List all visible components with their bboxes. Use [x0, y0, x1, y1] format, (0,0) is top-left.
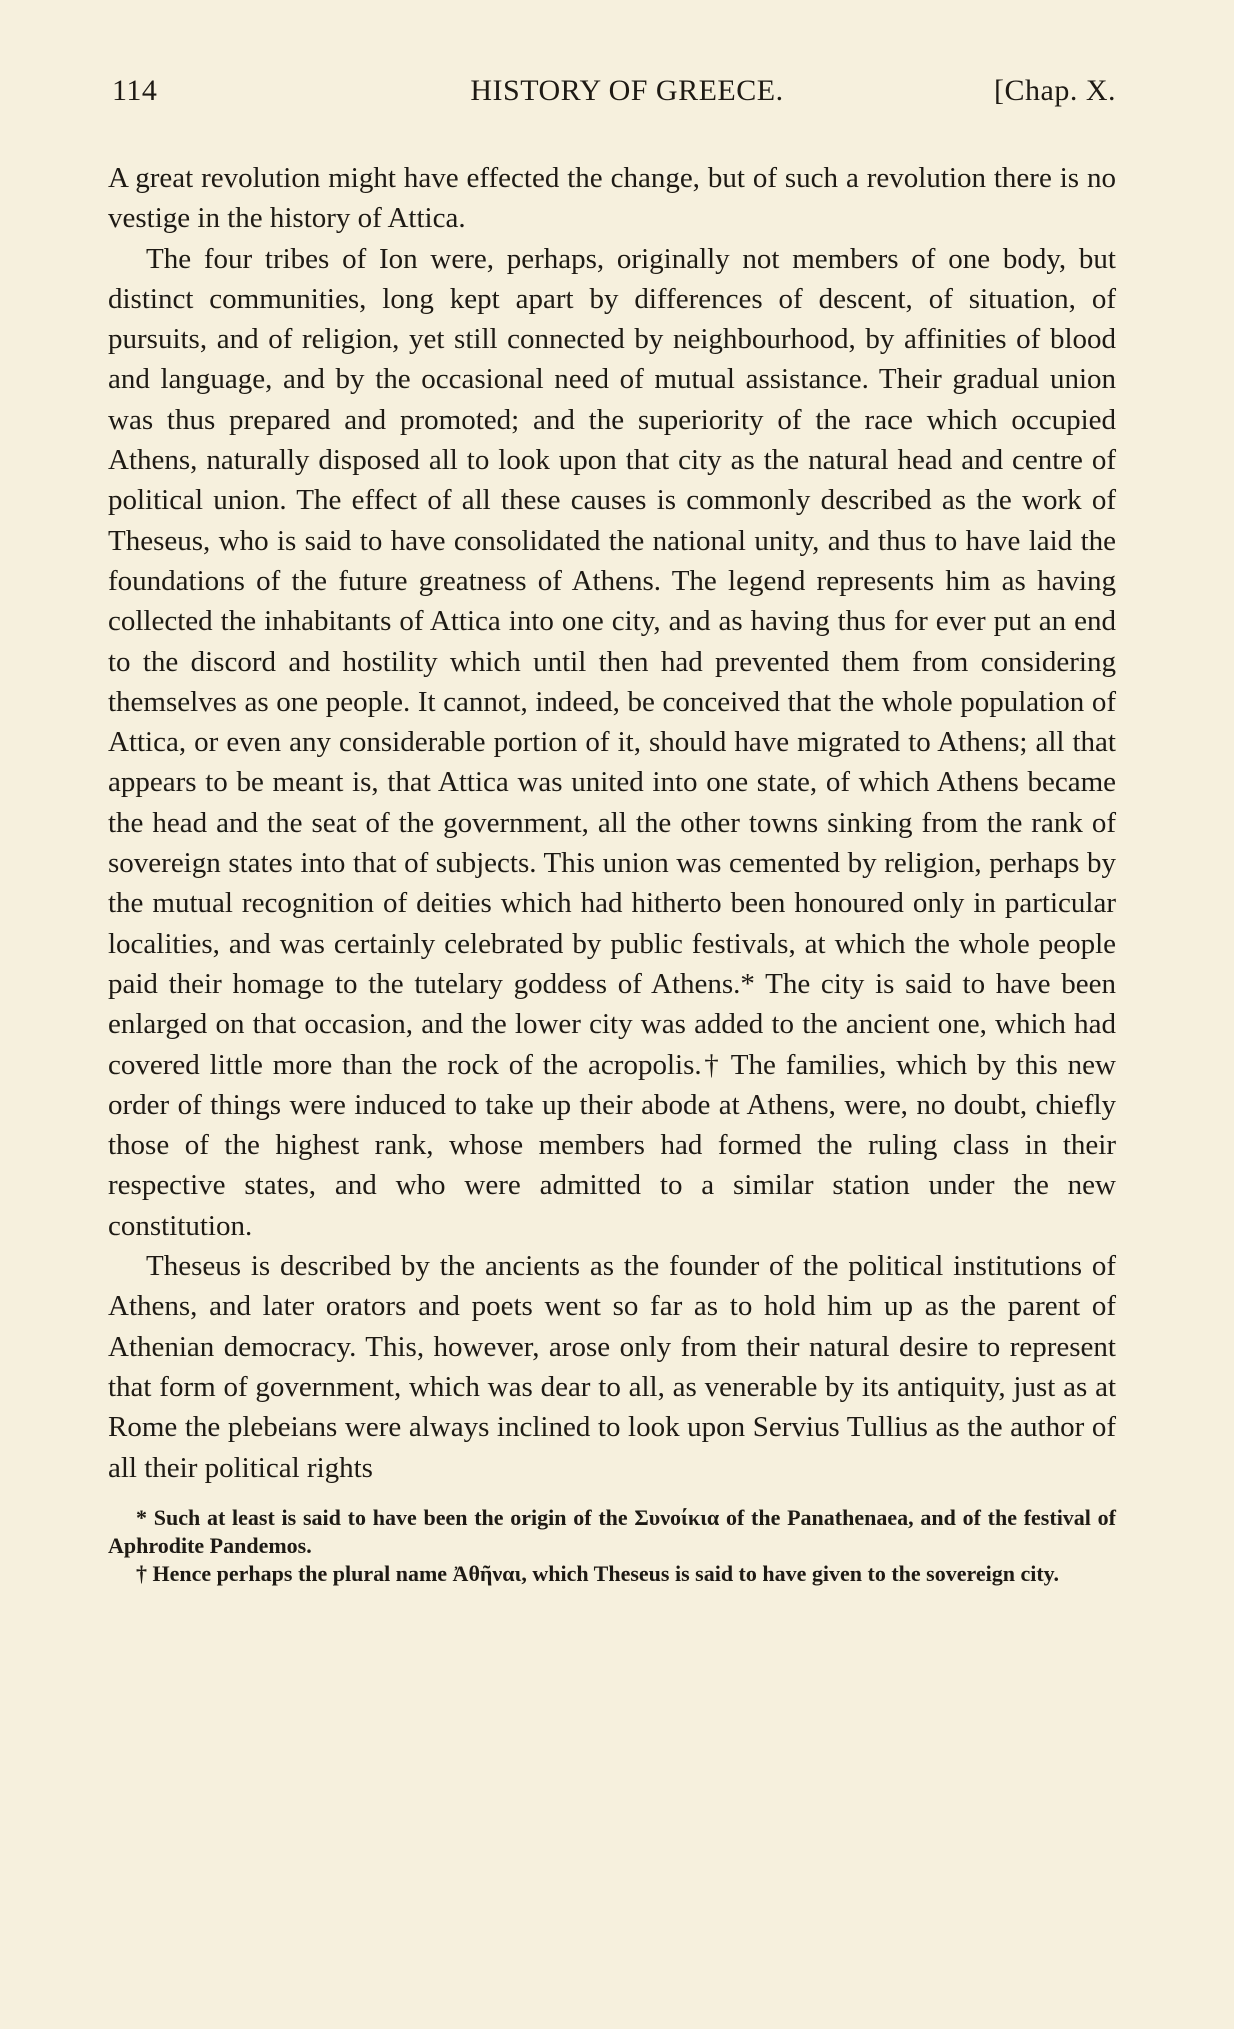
running-head [108, 70, 1116, 114]
paragraph: A great revolution might have effected the change, but of such a revolution there is no vestige in the history of Attica. [108, 162, 1116, 235]
footnote: * Such at least is said to have been the origin of the Συνοίκια of the Panathenaea, and of the festival of Aphrodite Pandemos. [108, 1504, 1116, 1558]
chapter-label: [Chap. X. [994, 74, 1116, 107]
paragraph: The four tribes of Ion were, perhaps, originally not members of one body, but distinct communities, long kept apart by differences of descent, of situation, of pursuits, and of religion, yet still connected by neighbourhood, by affinities of blood and language, and by the occasional need of mutual assistance. Their gradual union was thus prepared and promoted; and the superiority of the race which occupied Athens, naturally disposed all to look upon that city as the natural head and centre of political union. The effect of all these causes is commonly described as the work of Theseus, who is said to have consolidated the national unity, and thus to have laid the foundations of the future greatness of Athens. The legend represents him as having collected the inhabitants of Attica into one city, and as having thus for ever put an end to the discord and hostility which until then had prevented them from considering themselves as one people. It cannot, indeed, be conceived that the whole population of Attica, or even any considerable portion of it, should have migrated to Athens; all that appears to be meant is, that Attica was united into one state, of which Athens became the head and the seat of the government, all the other towns sinking from the rank of sovereign states into that of subjects. This union was cemented by religion, perhaps by the mutual recognition of deities which had hitherto been honoured only in particular localities, and was certainly celebrated by public festivals, at which the whole people paid their homage to the tutelary goddess of Athens.* The city is said to have been enlarged on that occasion, and the lower city was added to the ancient one, which had covered little more than the rock of the acropolis.† The families, which by this new order of things were induced to take up their abode at Athens, were, no doubt, chiefly those of the highest rank, whose members had formed the ruling class in their respective states, and who were admitted to a similar station under the new constitution. [108, 242, 1116, 1242]
footnotes [108, 1504, 1116, 1588]
footnote: † Hence perhaps the plural name Ἀθῆναι, which Theseus is said to have given to the sovereign city. [136, 1560, 1059, 1586]
paragraph: Theseus is described by the ancients as the founder of the political institutions of Athens, and later orators and poets went so far as to hold him up as the parent of Athenian democracy. This, however, arose only from their natural desire to represent that form of government, which was dear to all, as venerable by its antiquity, just as at Rome the plebeians were always inclined to look upon Servius Tullius as the author of all their political rights [108, 1250, 1116, 1484]
book-page [108, 70, 1116, 1588]
page-number: 114 [112, 74, 158, 107]
body-text [108, 158, 1116, 1488]
book-title: HISTORY OF GREECE. [470, 74, 784, 107]
